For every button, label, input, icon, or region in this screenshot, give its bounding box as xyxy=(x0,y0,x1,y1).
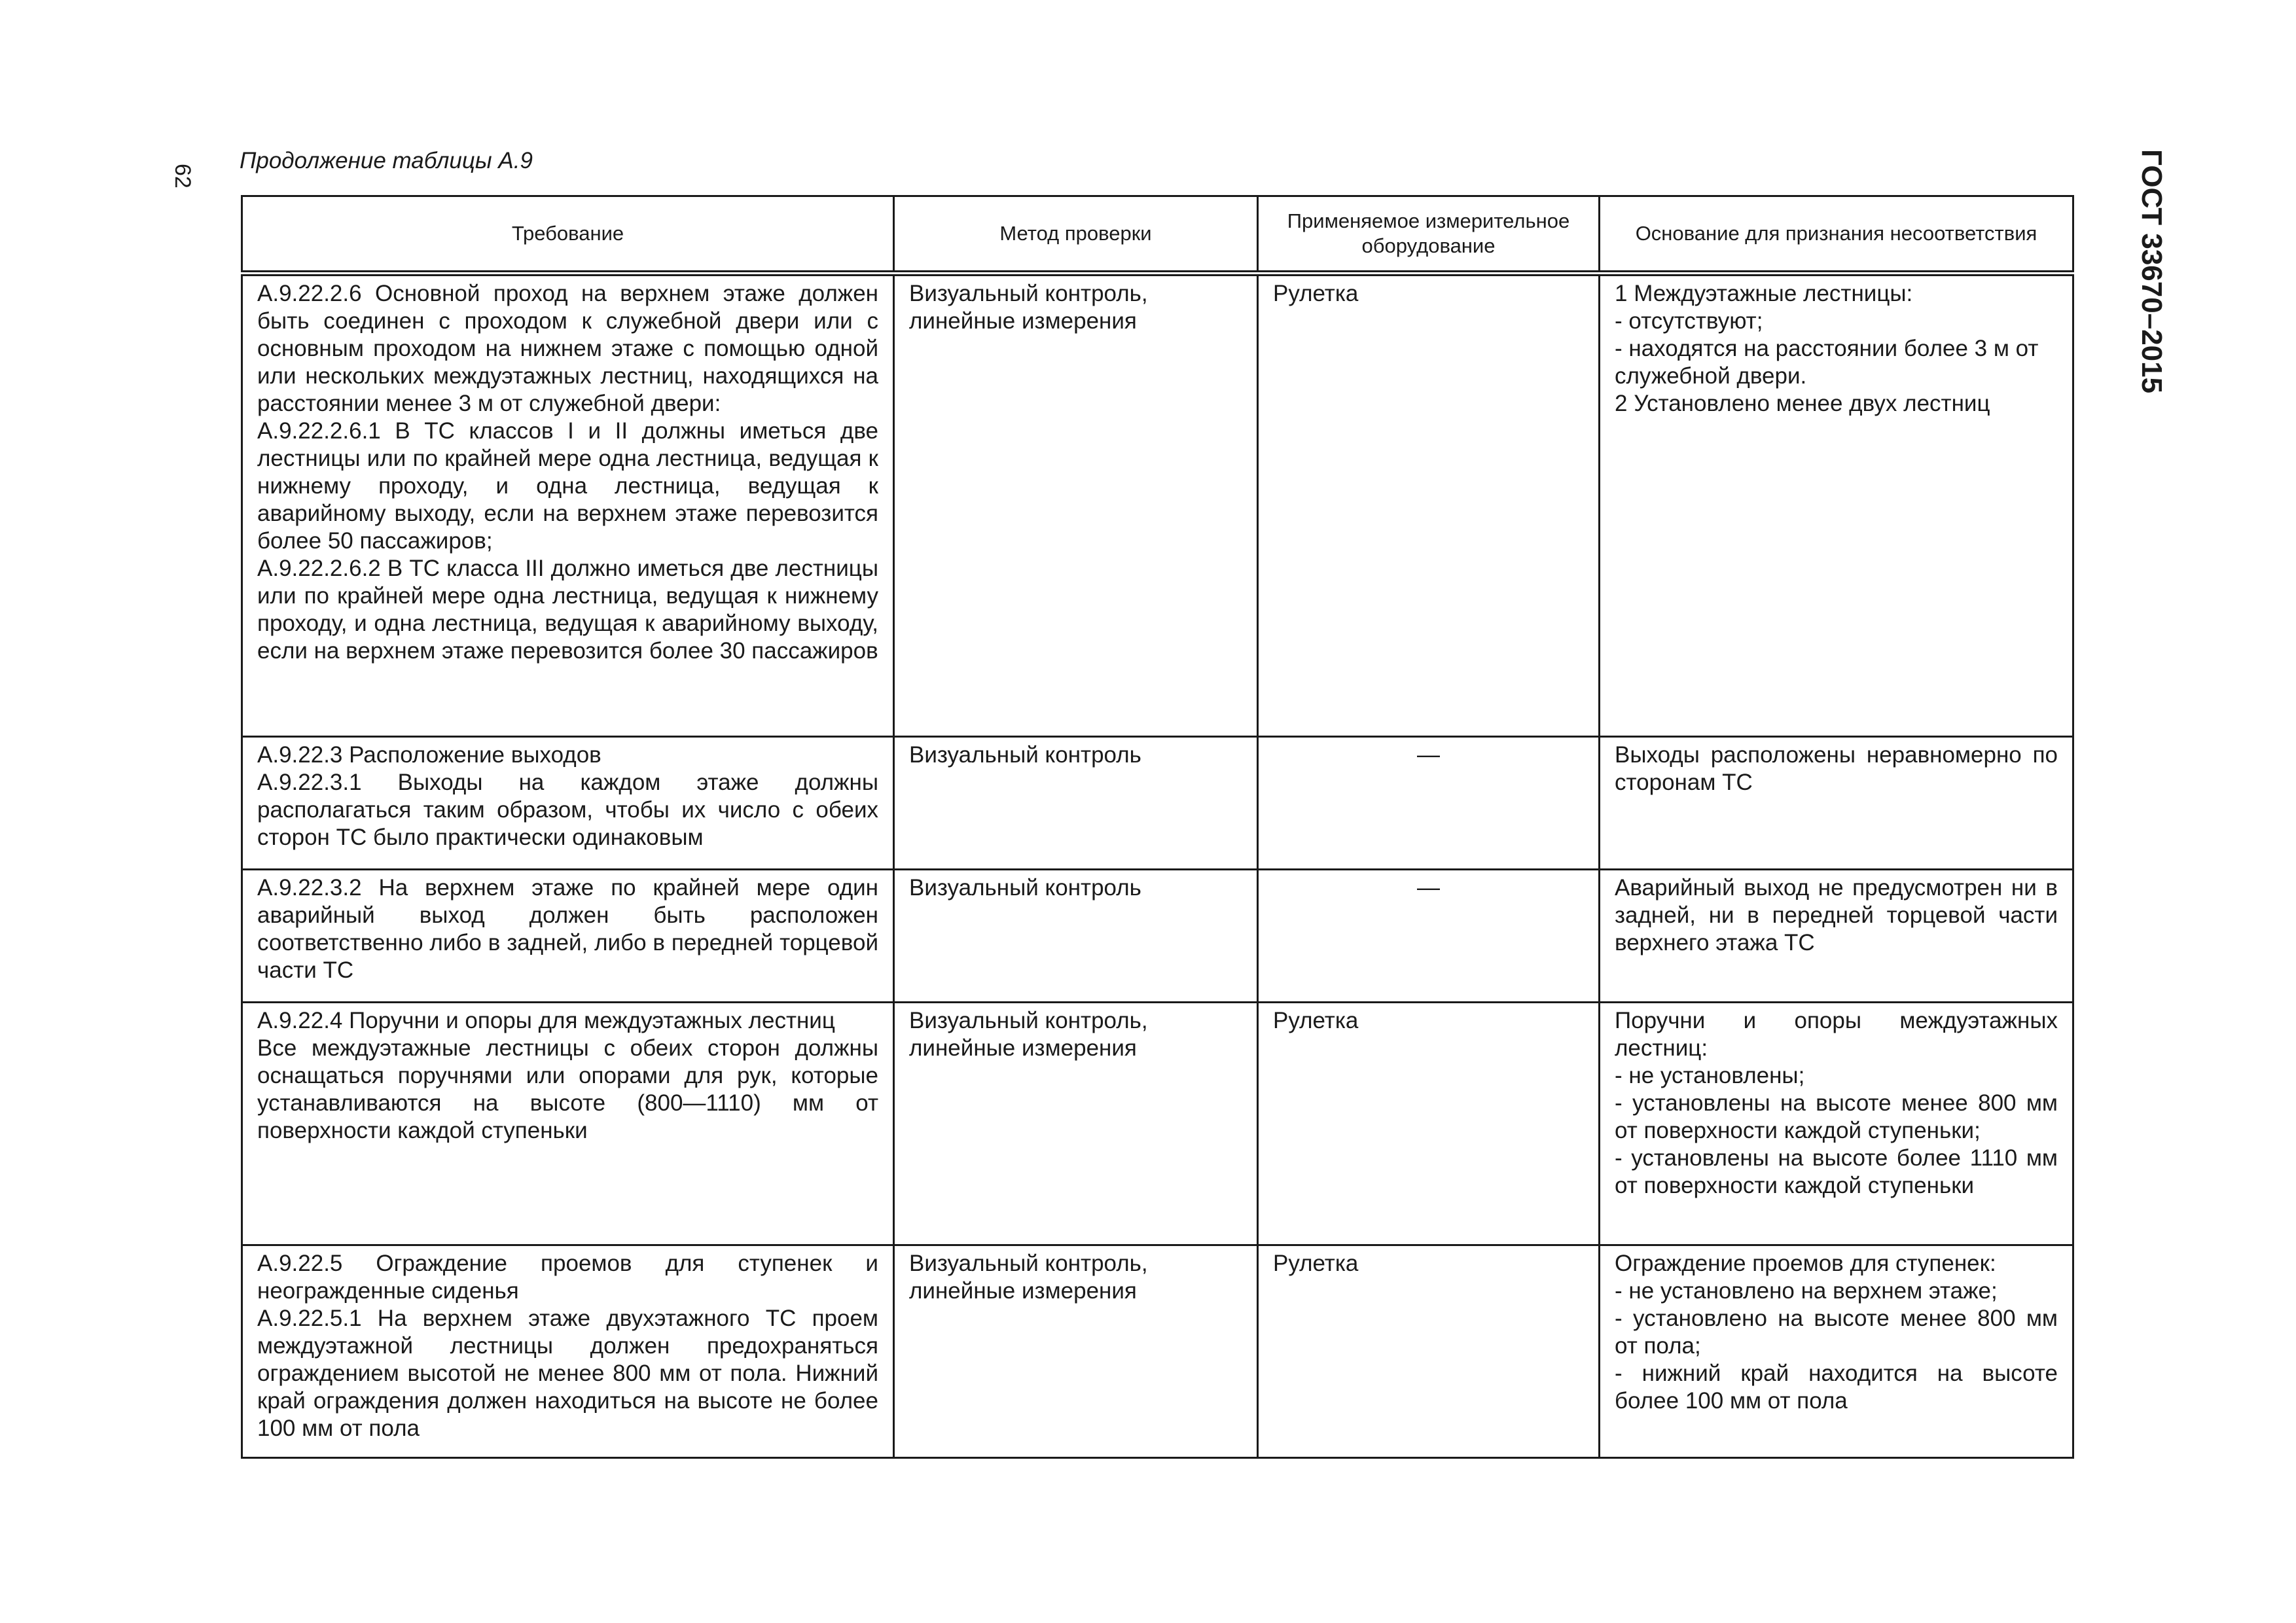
basis-text: Поручни и опоры междуэтажных лестниц: xyxy=(1615,1008,2058,1061)
basis-cell xyxy=(1600,1003,2073,1245)
basis-text: - установлены на высоте менее 800 мм от поверхности каждой ступеньки; xyxy=(1615,1090,2058,1143)
requirement-text: А.9.22.3 Расположение выходов xyxy=(257,742,601,768)
requirement-cell xyxy=(242,1245,894,1458)
requirement-text: А.9.22.2.6.1 В ТС классов I и II должны иметься две лестницы или по крайней мере одна лестница, ведущая к нижнему проходу, и одна лестница, ведущая к аварийному выходу, если на верхнем этаже перевозится более 50 пассажиров; xyxy=(257,418,878,554)
basis-text: Аварийный выход не предусмотрен ни в задней, ни в передней торцевой части верхнего этажа ТС xyxy=(1615,875,2058,955)
document-code: ГОСТ 33670–2015 xyxy=(2136,149,2168,394)
basis-text: - не установлено на верхнем этаже; xyxy=(1615,1278,1998,1304)
requirement-text: А.9.22.5.1 На верхнем этаже двухэтажного ТС проем междуэтажной лестницы должен предохраняться ограждением высотой не менее 800 мм от пола. Нижний край ограждения должен находиться на высоте не более 100 мм от пола xyxy=(257,1306,878,1441)
requirement-text: А.9.22.4 Поручни и опоры для междуэтажных лестниц xyxy=(257,1008,835,1033)
header-equipment: Применяемое измерительное оборудование xyxy=(1258,196,1600,274)
equipment-cell: Рулетка xyxy=(1258,1003,1600,1245)
basis-text: 1 Междуэтажные лестницы: xyxy=(1615,281,1913,306)
requirement-text: Все междуэтажные лестницы с обеих сторон должны оснащаться поручнями или опорами для рук, которые устанавливаются на высоте (800—1110) мм от поверхности каждой ступеньки xyxy=(257,1035,878,1143)
method-cell: Визуальный контроль xyxy=(894,737,1258,870)
table-row xyxy=(242,870,2073,1003)
basis-text: - нижний край находится на высоте более 100 мм от пола xyxy=(1615,1361,2058,1414)
method-cell: Визуальный контроль, линейные измерения xyxy=(894,1245,1258,1458)
method-cell: Визуальный контроль, линейные измерения xyxy=(894,274,1258,737)
table-row xyxy=(242,274,2073,737)
requirement-cell xyxy=(242,870,894,1003)
table-row xyxy=(242,1003,2073,1245)
basis-cell xyxy=(1600,737,2073,870)
requirement-text: А.9.22.2.6.2 В ТС класса III должно иметься две лестницы или по крайней мере одна лестница, ведущая к нижнему проходу, и одна лестница, ведущая к аварийному выходу, если на верхнем этаже перевозится более 30 пассажиров xyxy=(257,556,878,664)
requirement-cell xyxy=(242,1003,894,1245)
basis-text: Ограждение проемов для ступенек: xyxy=(1615,1251,1996,1276)
basis-text: - находятся на расстоянии более 3 м от служебной двери. xyxy=(1615,336,2039,389)
table-caption: Продолжение таблицы А.9 xyxy=(240,148,533,173)
requirement-text: А.9.22.3.1 Выходы на каждом этаже должны располагаться таким образом, чтобы их число с обеих сторон ТС было практически одинаковым xyxy=(257,770,878,850)
header-method: Метод проверки xyxy=(894,196,1258,274)
table-row xyxy=(242,737,2073,870)
equipment-cell: Рулетка xyxy=(1258,274,1600,737)
header-requirement: Требование xyxy=(242,196,894,274)
requirement-text: А.9.22.2.6 Основной проход на верхнем этаже должен быть соединен с проходом к служебной двери или с основным проходом на нижнем этаже с помощью одной или нескольких междуэтажных лестниц, находящихся на расстоянии менее 3 м от служебной двери: xyxy=(257,281,878,416)
equipment-cell: Рулетка xyxy=(1258,1245,1600,1458)
basis-cell xyxy=(1600,1245,2073,1458)
basis-text: - установлены на высоте более 1110 мм от поверхности каждой ступеньки xyxy=(1615,1145,2058,1198)
equipment-cell: — xyxy=(1258,870,1600,1003)
basis-text: - установлено на высоте менее 800 мм от пола; xyxy=(1615,1306,2058,1359)
page-number: 62 xyxy=(170,164,195,188)
requirements-table xyxy=(241,195,2074,1459)
equipment-cell: — xyxy=(1258,737,1600,870)
table-header-row xyxy=(242,196,2073,274)
requirement-cell xyxy=(242,737,894,870)
basis-text: Выходы расположены неравномерно по сторонам ТС xyxy=(1615,742,2058,795)
requirement-text: А.9.22.5 Ограждение проемов для ступенек и неогражденные сиденья xyxy=(257,1251,878,1304)
method-cell: Визуальный контроль, линейные измерения xyxy=(894,1003,1258,1245)
table-row xyxy=(242,1245,2073,1458)
basis-text: 2 Установлено менее двух лестниц xyxy=(1615,391,1990,416)
requirement-cell xyxy=(242,274,894,737)
method-cell: Визуальный контроль xyxy=(894,870,1258,1003)
requirement-text: А.9.22.3.2 На верхнем этаже по крайней мере один аварийный выход должен быть расположен соответственно либо в задней, либо в передней торцевой части ТС xyxy=(257,875,878,983)
header-basis: Основание для признания несоответствия xyxy=(1600,196,2073,274)
basis-cell xyxy=(1600,870,2073,1003)
basis-cell xyxy=(1600,274,2073,737)
basis-text: - не установлены; xyxy=(1615,1063,1805,1088)
basis-text: - отсутствуют; xyxy=(1615,308,1763,334)
